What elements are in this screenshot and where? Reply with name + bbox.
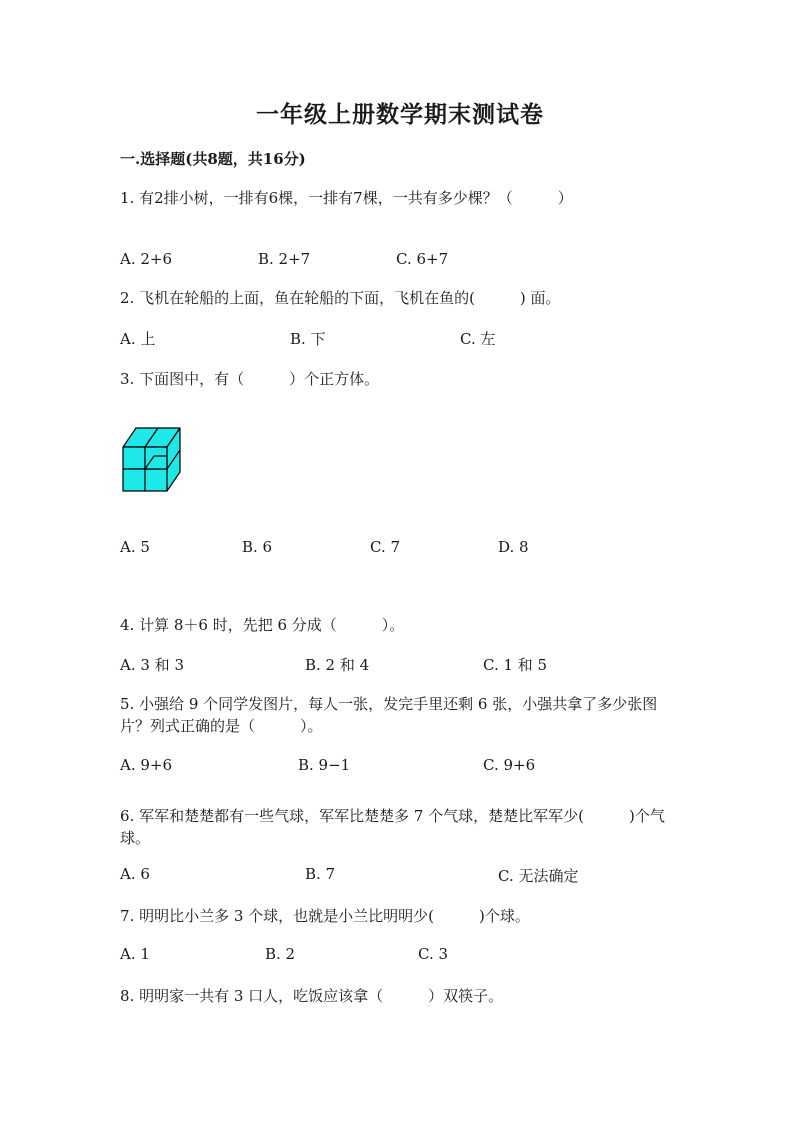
question-4: 4. 计算 8＋6 时，先把 6 分成（ ）。 xyxy=(120,616,405,634)
q6-option-a[interactable]: A. 6 xyxy=(120,865,150,883)
q5-option-c[interactable]: C. 9+6 xyxy=(483,756,536,774)
q2-option-a[interactable]: A. 上 xyxy=(120,330,156,348)
cube-front-face-1 xyxy=(123,447,145,469)
q4-option-c[interactable]: C. 1 和 5 xyxy=(483,656,548,674)
question-1: 1. 有2排小树，一排有6棵，一排有7棵，一共有多少棵？（ ） xyxy=(120,189,573,207)
q3-option-b[interactable]: B. 6 xyxy=(242,538,273,556)
cube-front-face-2 xyxy=(123,469,145,491)
q3-option-a[interactable]: A. 5 xyxy=(120,538,150,556)
q2-option-b[interactable]: B. 下 xyxy=(290,330,326,348)
question-2: 2. 飞机在轮船的上面，鱼在轮船的下面，飞机在鱼的( ) 面。 xyxy=(120,289,561,307)
q7-option-b[interactable]: B. 2 xyxy=(265,945,296,963)
page-title: 一年级上册数学期末测试卷 xyxy=(256,101,544,128)
question-3: 3. 下面图中，有（ ）个正方体。 xyxy=(120,370,380,388)
q1-option-c[interactable]: C. 6+7 xyxy=(396,250,449,268)
section-heading: 一.选择题(共8题，共16分) xyxy=(120,150,306,168)
q1-option-b[interactable]: B. 2+7 xyxy=(258,250,311,268)
q7-option-a[interactable]: A. 1 xyxy=(120,945,150,963)
q7-option-c[interactable]: C. 3 xyxy=(418,945,449,963)
q3-option-d[interactable]: D. 8 xyxy=(498,538,529,556)
question-7: 7. 明明比小兰多 3 个球，也就是小兰比明明少( )个球。 xyxy=(120,907,530,925)
cube-figure-svg xyxy=(118,422,198,496)
q1-option-a[interactable]: A. 2+6 xyxy=(120,250,173,268)
cube-front-face-4 xyxy=(145,447,167,469)
q5-option-a[interactable]: A. 9+6 xyxy=(120,756,173,774)
question-6: 6. 军军和楚楚都有一些气球，军军比楚楚多 7 个气球，楚楚比军军少( )个气球。 xyxy=(120,807,665,847)
q6-option-b[interactable]: B. 7 xyxy=(305,865,336,883)
question-8: 8. 明明家一共有 3 口人，吃饭应该拿（ ）双筷子。 xyxy=(120,987,504,1005)
q5-option-b[interactable]: B. 9−1 xyxy=(298,756,351,774)
q2-option-c[interactable]: C. 左 xyxy=(460,330,496,348)
q3-option-c[interactable]: C. 7 xyxy=(370,538,401,556)
q4-option-a[interactable]: A. 3 和 3 xyxy=(120,656,184,674)
q6-option-c[interactable]: C. 无法确定 xyxy=(498,867,579,885)
question-5: 5. 小强给 9 个同学发图片，每人一张，发完手里还剩 6 张，小强共拿了多少张图片？列式正确的是（ ）。 xyxy=(120,695,658,735)
cube-front-face-3 xyxy=(145,469,167,491)
cube-figure xyxy=(118,422,198,496)
q4-option-b[interactable]: B. 2 和 4 xyxy=(305,656,370,674)
